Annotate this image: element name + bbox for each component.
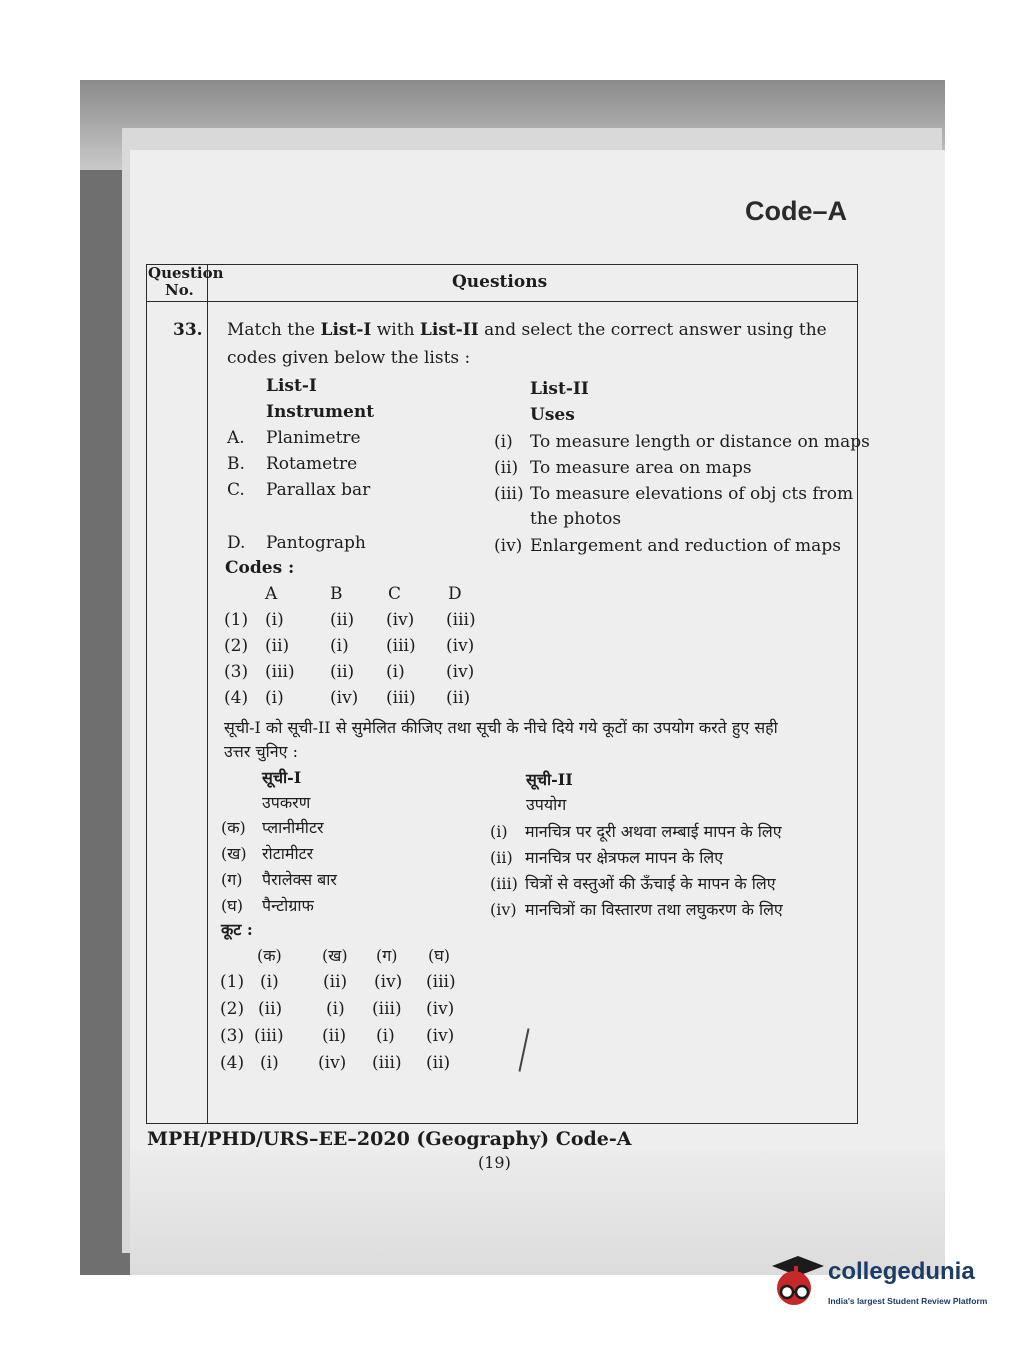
codes-col-header: (ग) bbox=[376, 946, 398, 965]
code-value: (iii) bbox=[386, 688, 416, 708]
column-rule bbox=[207, 265, 208, 1123]
codes-col-header: D bbox=[448, 584, 462, 604]
list2-hi-item: मानचित्रों का विस्तारण तथा लघुकरण के लिए bbox=[525, 900, 783, 919]
code-value: (iv) bbox=[426, 1026, 455, 1046]
list2-title-hi: सूची-II bbox=[526, 770, 573, 789]
qno-header-line1: Question bbox=[148, 264, 224, 282]
list2-subtitle-hi: उपयोग bbox=[526, 795, 567, 814]
code-value: (iii) bbox=[372, 999, 402, 1019]
stem-en-list2: List-II bbox=[419, 320, 479, 340]
list1-hi-key: (क) bbox=[221, 818, 246, 837]
code-option-number: (4) bbox=[224, 688, 249, 708]
code-value: (iv) bbox=[330, 688, 359, 708]
stem-hi-line2: उत्तर चुनिए : bbox=[224, 742, 298, 761]
list2-hi-key: (ii) bbox=[490, 848, 513, 867]
codes-label-hi: कूट : bbox=[221, 920, 253, 939]
stem-en-line2: codes given below the lists : bbox=[227, 348, 471, 368]
code-value: (iii) bbox=[265, 662, 295, 682]
code-option-number: (2) bbox=[220, 999, 245, 1019]
question-number: 33. bbox=[173, 320, 203, 340]
code-value: (iv) bbox=[374, 972, 403, 992]
code-value: (i) bbox=[265, 688, 284, 708]
list1-subtitle-en: Instrument bbox=[266, 402, 375, 422]
stem-en-list1: List-I bbox=[320, 320, 372, 340]
paper-code: Code–A bbox=[745, 196, 848, 226]
list1-hi-key: (ग) bbox=[221, 870, 243, 889]
code-value: (i) bbox=[260, 972, 279, 992]
list2-hi-item: मानचित्र पर दूरी अथवा लम्बाई मापन के लिए bbox=[525, 822, 782, 841]
list1-hi-item: पैन्टोग्राफ bbox=[262, 896, 314, 915]
list1-subtitle-hi: उपकरण bbox=[262, 793, 311, 812]
brand-tagline: India's largest Student Review Platform bbox=[828, 1296, 988, 1306]
code-option-number: (1) bbox=[220, 972, 245, 992]
collegedunia-watermark bbox=[764, 1250, 996, 1316]
code-value: (ii) bbox=[322, 1026, 347, 1046]
list2-hi-item: चित्रों से वस्तुओं की ऊँचाई के मापन के लिए bbox=[525, 874, 776, 893]
list2-en-item: Enlargement and reduction of maps bbox=[530, 536, 841, 556]
code-value: (iv) bbox=[318, 1053, 347, 1073]
list1-hi-item: रोटामीटर bbox=[262, 844, 314, 863]
question-table bbox=[146, 264, 858, 1124]
code-option-number: (1) bbox=[224, 610, 249, 630]
codes-col-header: (घ) bbox=[428, 946, 450, 965]
list2-hi-item: मानचित्र पर क्षेत्रफल मापन के लिए bbox=[525, 848, 724, 867]
list2-hi-key: (iv) bbox=[490, 900, 517, 919]
list2-en-key: (ii) bbox=[494, 458, 519, 478]
stem-en-line1 bbox=[227, 322, 827, 339]
list2-en-item: To measure area on maps bbox=[530, 458, 752, 478]
list2-subtitle-en: Uses bbox=[530, 405, 575, 425]
code-value: (iv) bbox=[426, 999, 455, 1019]
list1-hi-item: पैरालेक्स बार bbox=[262, 870, 337, 889]
codes-col-header: B bbox=[330, 584, 343, 604]
list1-en-key: C. bbox=[227, 480, 245, 500]
code-value: (i) bbox=[260, 1053, 279, 1073]
code-value: (ii) bbox=[426, 1053, 451, 1073]
codes-col-header: (ख) bbox=[322, 946, 348, 965]
list2-en-item: To measure length or distance on maps bbox=[530, 432, 870, 452]
code-value: (ii) bbox=[265, 636, 290, 656]
code-value: (i) bbox=[376, 1026, 395, 1046]
list2-en-key: (iii) bbox=[494, 484, 524, 504]
code-value: (iii) bbox=[372, 1053, 402, 1073]
code-value: (iii) bbox=[254, 1026, 284, 1046]
list2-hi-key: (i) bbox=[490, 822, 508, 841]
code-value: (iv) bbox=[446, 662, 475, 682]
code-value: (ii) bbox=[446, 688, 471, 708]
code-value: (i) bbox=[330, 636, 349, 656]
code-value: (i) bbox=[386, 662, 405, 682]
header-rule bbox=[147, 301, 857, 302]
stem-hi-line1: सूची-I को सूची-II से सुमेलित कीजिए तथा सूची के नीचे दिये गये कूटों का उपयोग करते हुए सही bbox=[224, 718, 778, 737]
list2-en-item: the photos bbox=[530, 509, 622, 529]
code-value: (i) bbox=[326, 999, 345, 1019]
list1-title-hi: सूची-I bbox=[262, 768, 302, 787]
questions-header: Questions bbox=[452, 272, 548, 292]
exam-footer: MPH/PHD/URS–EE–2020 (Geography) Code-A bbox=[147, 1128, 632, 1150]
list2-title-en: List-II bbox=[530, 379, 589, 399]
list1-hi-key: (ख) bbox=[221, 844, 247, 863]
mascot-icon bbox=[764, 1250, 826, 1316]
list1-title-en: List-I bbox=[266, 376, 317, 396]
list1-hi-item: प्लानीमीटर bbox=[262, 818, 324, 837]
list1-en-item: Planimetre bbox=[266, 428, 361, 448]
codes-col-header: C bbox=[388, 584, 402, 604]
code-option-number: (4) bbox=[220, 1053, 245, 1073]
list2-hi-key: (iii) bbox=[490, 874, 518, 893]
code-value: (ii) bbox=[330, 610, 355, 630]
code-value: (iv) bbox=[386, 610, 415, 630]
code-value: (ii) bbox=[258, 999, 283, 1019]
list1-en-item: Rotametre bbox=[266, 454, 358, 474]
stem-en-a: Match the bbox=[227, 320, 321, 340]
brand-name: collegedunia bbox=[828, 1258, 975, 1285]
code-option-number: (3) bbox=[220, 1026, 245, 1046]
list1-hi-key: (घ) bbox=[221, 896, 243, 915]
page-number: (19) bbox=[478, 1153, 511, 1172]
list2-en-key: (iv) bbox=[494, 536, 523, 556]
stem-en-c: with bbox=[371, 320, 420, 340]
qno-header-line2: No. bbox=[165, 281, 194, 299]
codes-label-en: Codes : bbox=[225, 558, 295, 578]
list2-en-item: To measure elevations of obj cts from bbox=[530, 484, 854, 504]
list1-en-item: Parallax bar bbox=[266, 480, 371, 500]
list1-en-key: B. bbox=[227, 454, 245, 474]
stem-en-e: and select the correct answer using the bbox=[478, 320, 827, 340]
code-value: (iv) bbox=[446, 636, 475, 656]
code-value: (iii) bbox=[386, 636, 416, 656]
list2-en-key: (i) bbox=[494, 432, 513, 452]
codes-col-header: (क) bbox=[257, 946, 282, 965]
list1-en-key: A. bbox=[227, 428, 245, 448]
codes-col-header: A bbox=[265, 584, 278, 604]
list1-en-key: D. bbox=[227, 533, 246, 553]
code-value: (iii) bbox=[446, 610, 476, 630]
code-option-number: (3) bbox=[224, 662, 249, 682]
list1-en-item: Pantograph bbox=[266, 533, 366, 553]
code-value: (ii) bbox=[323, 972, 348, 992]
code-value: (i) bbox=[265, 610, 284, 630]
code-option-number: (2) bbox=[224, 636, 249, 656]
code-value: (iii) bbox=[426, 972, 456, 992]
code-value: (ii) bbox=[330, 662, 355, 682]
